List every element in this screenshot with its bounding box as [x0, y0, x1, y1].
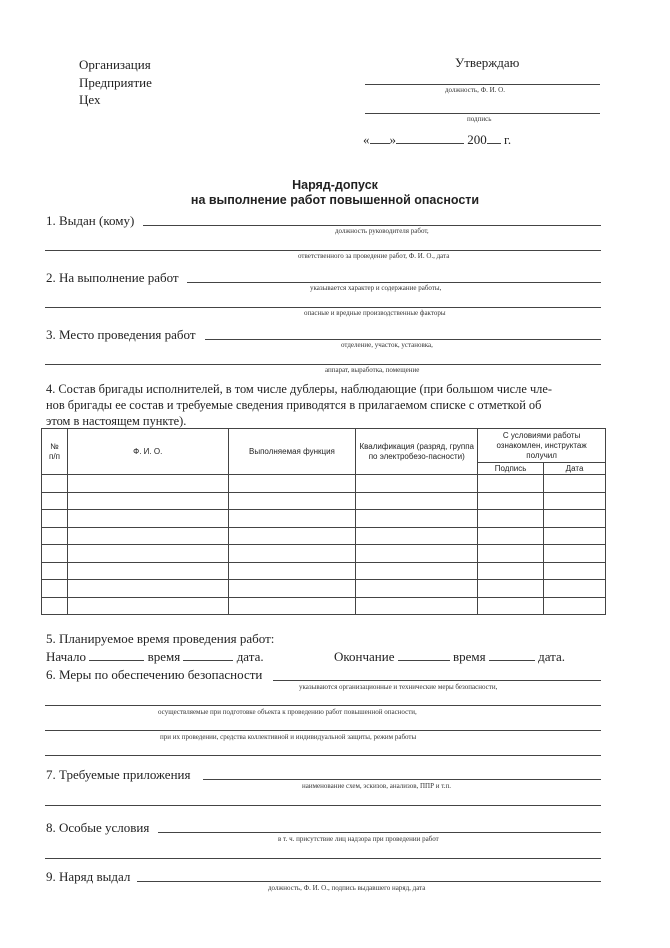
col-fio-header: Ф. И. О.	[67, 429, 228, 475]
date-day-blank[interactable]	[370, 143, 390, 144]
organization-block	[79, 56, 152, 109]
table-cell[interactable]	[356, 562, 478, 580]
section-3-line-1[interactable]	[205, 339, 601, 340]
section-2-label: 2. На выполнение работ	[46, 270, 179, 285]
date-quote-open: «	[363, 132, 370, 147]
table-cell[interactable]	[478, 510, 544, 528]
table-row	[42, 580, 606, 598]
section-8-line-1[interactable]	[158, 832, 601, 833]
table-cell[interactable]	[544, 597, 606, 615]
table-row	[42, 527, 606, 545]
table-cell[interactable]	[478, 562, 544, 580]
table-cell[interactable]	[544, 545, 606, 563]
table-cell[interactable]	[356, 492, 478, 510]
table-cell[interactable]	[67, 545, 228, 563]
table-cell[interactable]	[67, 527, 228, 545]
section-5-label: 5. Планируемое время проведения работ:	[46, 631, 275, 646]
col-num-header: № п/п	[42, 429, 68, 475]
table-cell[interactable]	[356, 580, 478, 598]
section-1-caption-1: должность руководителя работ,	[335, 227, 429, 235]
table-cell[interactable]	[67, 475, 228, 493]
enterprise-label: Предприятие	[79, 74, 152, 90]
section-7-line-2[interactable]	[45, 805, 601, 806]
table-row	[42, 597, 606, 615]
table-cell[interactable]	[478, 492, 544, 510]
table-cell[interactable]	[478, 597, 544, 615]
col-date-header: Дата	[544, 463, 606, 475]
table-cell[interactable]	[42, 475, 68, 493]
date-year-blank[interactable]	[487, 143, 501, 144]
end-time-label: время	[453, 649, 486, 664]
table-cell[interactable]	[42, 510, 68, 528]
section-8-line-2[interactable]	[45, 858, 601, 859]
table-cell[interactable]	[544, 510, 606, 528]
section-3-label: 3. Место проведения работ	[46, 327, 196, 342]
end-date-blank[interactable]	[489, 660, 535, 661]
section-9-label: 9. Наряд выдал	[46, 869, 131, 884]
table-cell[interactable]	[228, 580, 356, 598]
end-label: Окончание	[334, 649, 395, 664]
approval-date	[363, 132, 511, 148]
section-5-start	[46, 649, 264, 665]
table-cell[interactable]	[356, 597, 478, 615]
position-line[interactable]	[365, 84, 600, 85]
section-3-caption-2: аппарат, выработка, помещение	[325, 366, 420, 374]
section-6-line-4[interactable]	[45, 755, 601, 756]
start-time-blank[interactable]	[89, 660, 144, 661]
signature-caption: подпись	[467, 115, 492, 123]
col-conditions-header: С условиями работы ознакомлен, инструктаж получил	[478, 429, 606, 463]
table-cell[interactable]	[42, 580, 68, 598]
document-title: Наряд-допуск	[292, 178, 378, 192]
start-date-label: дата.	[236, 649, 264, 664]
section-9-caption-1: должность, Ф. И. О., подпись выдавшего наряд, дата	[268, 884, 426, 892]
brigade-table	[41, 428, 606, 615]
table-cell[interactable]	[228, 545, 356, 563]
table-cell[interactable]	[228, 597, 356, 615]
section-1-caption-2: ответственного за проведение работ, Ф. И. О., дата	[298, 252, 450, 260]
start-label: Начало	[46, 649, 87, 664]
document-subtitle: на выполнение работ повышенной опасности	[190, 193, 480, 207]
table-row	[42, 562, 606, 580]
section-4-line-3: этом в настоящем пункте).	[46, 414, 187, 428]
table-cell[interactable]	[228, 510, 356, 528]
section-8-label: 8. Особые условия	[46, 820, 150, 835]
table-cell[interactable]	[42, 545, 68, 563]
date-month-blank[interactable]	[396, 143, 464, 144]
start-date-blank[interactable]	[183, 660, 233, 661]
table-cell[interactable]	[67, 597, 228, 615]
organization-label: Организация	[79, 57, 151, 72]
table-cell[interactable]	[478, 580, 544, 598]
table-cell[interactable]	[67, 580, 228, 598]
section-6-line-2[interactable]	[45, 705, 601, 706]
section-3-caption-1: отделение, участок, установка,	[341, 341, 433, 349]
section-9-line-1[interactable]	[137, 881, 601, 882]
section-3-line-2[interactable]	[45, 364, 601, 365]
table-header-row	[42, 429, 606, 463]
section-5-end	[334, 649, 565, 665]
table-cell[interactable]	[42, 527, 68, 545]
table-cell[interactable]	[67, 562, 228, 580]
date-year: 200	[467, 132, 487, 147]
table-cell[interactable]	[478, 475, 544, 493]
table-row	[42, 475, 606, 493]
table-cell[interactable]	[544, 527, 606, 545]
signature-line[interactable]	[365, 113, 600, 114]
table-cell[interactable]	[544, 580, 606, 598]
table-cell[interactable]	[67, 492, 228, 510]
col-qualification-header: Квалификация (разряд, группа по электробезо-пасности)	[356, 429, 478, 475]
table-cell[interactable]	[42, 492, 68, 510]
section-4-line-2: нов бригады ее состав и требуемые сведения приводятся в прилагаемом списке с отметкой об	[46, 398, 542, 412]
col-signature-header: Подпись	[478, 463, 544, 475]
section-7-caption-1: наименование схем, эскизов, анализов, ППР и т.п.	[302, 782, 452, 790]
table-cell[interactable]	[356, 545, 478, 563]
table-cell[interactable]	[356, 475, 478, 493]
end-time-blank[interactable]	[398, 660, 450, 661]
section-7-line-1[interactable]	[203, 779, 601, 780]
section-7-label: 7. Требуемые приложения	[46, 767, 191, 782]
table-row	[42, 510, 606, 528]
table-row	[42, 545, 606, 563]
table-cell[interactable]	[356, 510, 478, 528]
table-cell[interactable]	[42, 597, 68, 615]
section-4-text	[46, 381, 552, 429]
table-cell[interactable]	[67, 510, 228, 528]
table-cell[interactable]	[478, 527, 544, 545]
table-cell[interactable]	[544, 475, 606, 493]
table-row	[42, 492, 606, 510]
section-2-line-1[interactable]	[187, 282, 601, 283]
section-6-label: 6. Меры по обеспечению безопасности	[46, 667, 263, 682]
section-6-line-1[interactable]	[273, 680, 601, 681]
table-cell[interactable]	[544, 492, 606, 510]
approve-label: Утверждаю	[455, 55, 520, 70]
section-2-caption-2: опасные и вредные производственные факторы	[304, 309, 446, 317]
start-time-label: время	[147, 649, 181, 664]
section-2-line-2[interactable]	[45, 307, 601, 308]
section-4-line-1: 4. Состав бригады исполнителей, в том числе дублеры, наблюдающие (при большом числе чле-	[46, 382, 552, 396]
table-cell[interactable]	[356, 527, 478, 545]
date-quote-close: »	[389, 132, 396, 147]
table-cell[interactable]	[228, 527, 356, 545]
section-1-line-1[interactable]	[143, 225, 601, 226]
section-6-line-3[interactable]	[45, 730, 601, 731]
table-cell[interactable]	[42, 562, 68, 580]
section-1-line-2[interactable]	[45, 250, 601, 251]
table-cell[interactable]	[228, 562, 356, 580]
table-cell[interactable]	[478, 545, 544, 563]
section-2-caption-1: указывается характер и содержание работы,	[310, 284, 442, 292]
section-1-label: 1. Выдан (кому)	[46, 213, 135, 228]
end-date-label: дата.	[538, 649, 566, 664]
table-cell[interactable]	[544, 562, 606, 580]
workshop-label: Цех	[79, 92, 101, 107]
date-year-suffix: г.	[504, 132, 512, 147]
col-function-header: Выполняемая функция	[228, 429, 356, 475]
table-cell[interactable]	[228, 492, 356, 510]
section-6-caption-3: при их проведении, средства коллективной и индивидуальной защиты, режим работы	[160, 733, 417, 741]
section-8-caption-1: в т. ч. присутствие лиц надзора при проведении работ	[278, 835, 439, 843]
position-caption: должность, Ф. И. О.	[445, 86, 505, 94]
section-6-caption-1: указываются организационные и технические меры безопасности,	[299, 683, 498, 691]
section-6-caption-2: осуществляемые при подготовке объекта к проведению работ повышенной опасности,	[158, 708, 417, 716]
table-cell[interactable]	[228, 475, 356, 493]
